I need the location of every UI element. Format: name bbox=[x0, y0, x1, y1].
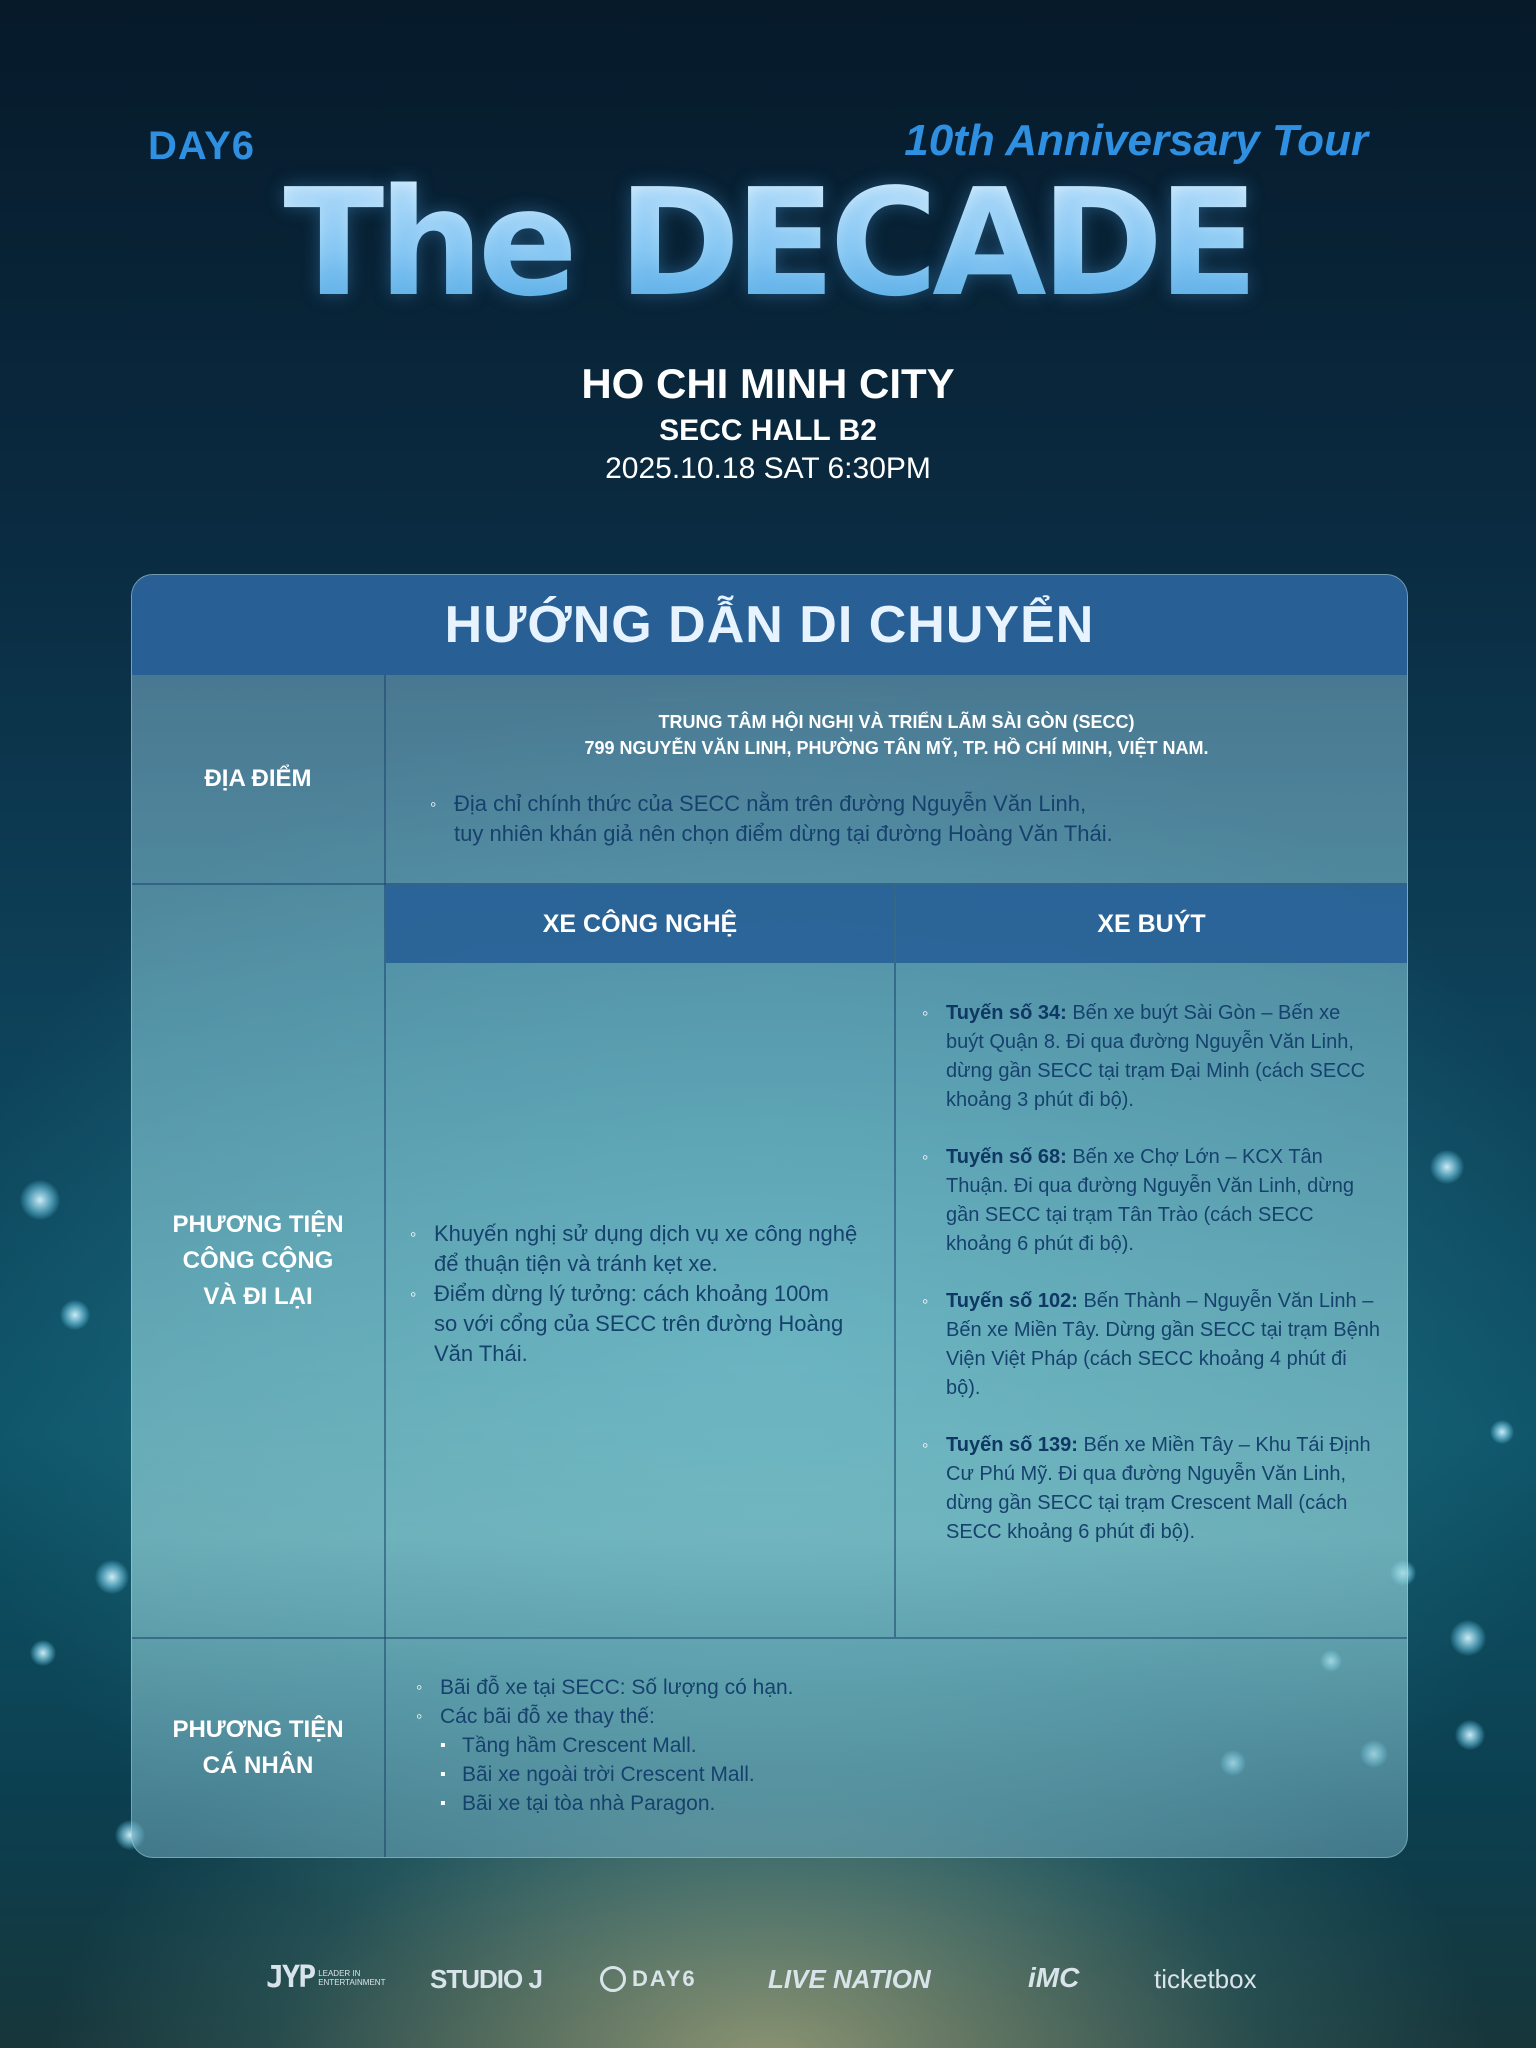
location-label-text: ĐỊA ĐIỂM bbox=[204, 765, 312, 792]
imc-logo: iMC bbox=[1028, 1962, 1080, 1993]
ride-hailing-heading-text: XE CÔNG NGHỆ bbox=[542, 909, 738, 938]
bokeh-dot bbox=[1490, 1420, 1514, 1444]
route-description: Bến xe buýt Sài Gòn – Bến xe buýt Quận 8. Đi qua đường Nguyễn Văn Linh, dừng gần SECC tại trạm Đại Minh (cách SECC khoảng 3 phút đi bộ). bbox=[946, 1002, 1366, 1111]
route-number: Tuyến số 139: bbox=[946, 1434, 1078, 1456]
route-description: Bến Thành – Nguyễn Văn Linh – Bến xe Miền Tây. Dừng gần SECC tại trạm Bệnh Viện Việt Pháp (cách SECC khoảng 4 phút đi bộ). bbox=[946, 1290, 1380, 1399]
note-line: ◦ Địa chỉ chính thức của SECC nằm trên đường Nguyễn Văn Linh, bbox=[454, 791, 1087, 816]
venue-name: SECC HALL B2 bbox=[659, 414, 877, 447]
bus-heading-text: XE BUÝT bbox=[1097, 909, 1206, 938]
bokeh-dot bbox=[1450, 1620, 1486, 1656]
day6-logo: DAY6 bbox=[148, 124, 256, 168]
bus-route-item bbox=[920, 999, 1380, 1115]
note-line: tuy nhiên khán giả nên chọn điểm dừng tại đường Hoàng Văn Thái. bbox=[454, 821, 1113, 846]
venue-address bbox=[386, 709, 1407, 761]
address-line: 799 NGUYỄN VĂN LINH, PHƯỜNG TÂN MỸ, TP. HỒ CHÍ MINH, VIỆT NAM. bbox=[584, 738, 1209, 758]
bokeh-dot bbox=[60, 1300, 90, 1330]
bus-heading bbox=[896, 885, 1407, 963]
sub-list-item: ▪ Bãi xe tại tòa nhà Paragon. bbox=[414, 1789, 1314, 1818]
label-line: VÀ ĐI LẠI bbox=[203, 1283, 313, 1310]
list-item: ◦ Khuyến nghị sử dụng dịch vụ xe công nghệ để thuận tiện và tránh kẹt xe. bbox=[408, 1219, 858, 1279]
bus-route-item bbox=[920, 1431, 1380, 1547]
city-name: HO CHI MINH CITY bbox=[581, 360, 955, 407]
day6-ring-icon bbox=[600, 1966, 626, 1992]
ride-hailing-list bbox=[408, 1219, 858, 1369]
list-item: ◦ Các bãi đỗ xe thay thế: bbox=[414, 1702, 1314, 1731]
label-line: PHƯƠNG TIỆN bbox=[172, 1716, 344, 1743]
bokeh-dot bbox=[1430, 1150, 1464, 1184]
bokeh-dot bbox=[20, 1180, 60, 1220]
label-line: CÔNG CỘNG bbox=[182, 1247, 334, 1274]
live-nation-logo: LIVE NATION bbox=[768, 1964, 931, 1994]
bokeh-dot bbox=[1455, 1720, 1485, 1750]
public-transport-label bbox=[132, 885, 384, 1637]
studio-j-logo: STUDIO J bbox=[430, 1964, 542, 1994]
route-number: Tuyến số 34: bbox=[946, 1002, 1067, 1024]
bus-route-item bbox=[920, 1143, 1380, 1259]
guide-heading: HƯỚNG DẪN DI CHUYỂN bbox=[444, 596, 1095, 654]
travel-guide-card bbox=[131, 574, 1408, 1858]
bokeh-dot bbox=[30, 1640, 56, 1666]
jyp-logo-text: JYP bbox=[266, 1960, 315, 1995]
route-number: Tuyến số 102: bbox=[946, 1290, 1078, 1312]
location-label bbox=[132, 675, 384, 883]
ticketbox-logo: ticketbox bbox=[1154, 1964, 1257, 1994]
sub-list-item: ▪ Tầng hầm Crescent Mall. bbox=[414, 1731, 1314, 1760]
day6-sponsor-logo bbox=[600, 1966, 697, 1992]
jyp-logo bbox=[266, 1960, 385, 1995]
route-number: Tuyến số 68: bbox=[946, 1146, 1067, 1168]
jyp-tagline bbox=[318, 1969, 385, 1987]
list-item: ◦ Bãi đỗ xe tại SECC: Số lượng có hạn. bbox=[414, 1673, 1314, 1702]
route-description: Bến xe Chợ Lớn – KCX Tân Thuận. Đi qua đường Nguyễn Văn Linh, dừng gần SECC tại trạm Tân Trào (cách SECC khoảng 6 phút đi bộ). bbox=[946, 1146, 1354, 1255]
parking-list bbox=[414, 1673, 1314, 1818]
address-line: TRUNG TÂM HỘI NGHỊ VÀ TRIỂN LÃM SÀI GÒN (SECC) bbox=[658, 712, 1135, 732]
ride-hailing-heading bbox=[386, 885, 894, 963]
bokeh-dot bbox=[95, 1560, 129, 1594]
bus-route-item bbox=[920, 1287, 1380, 1403]
column-divider bbox=[384, 675, 386, 1857]
private-transport-label bbox=[132, 1639, 384, 1857]
tour-subtitle: 10th Anniversary Tour bbox=[904, 116, 1368, 165]
label-line: CÁ NHÂN bbox=[202, 1752, 314, 1779]
route-description: Bến xe Miền Tây – Khu Tái Định Cư Phú Mỹ. Đi qua đường Nguyễn Văn Linh, dừng gần SECC tại trạm Crescent Mall (cách SECC khoảng 6 phút đi bộ). bbox=[946, 1434, 1371, 1543]
event-title: The DECADE bbox=[0, 168, 1536, 318]
guide-heading-bar bbox=[132, 575, 1407, 675]
bus-routes-list bbox=[920, 999, 1380, 1547]
jyp-tagline-line: LEADER IN bbox=[318, 1968, 361, 1978]
day6-sponsor-text: DAY6 bbox=[632, 1966, 697, 1991]
location-note bbox=[428, 789, 1354, 849]
label-line: PHƯƠNG TIỆN bbox=[172, 1211, 344, 1238]
event-datetime: 2025.10.18 SAT 6:30PM bbox=[605, 452, 931, 485]
jyp-tagline-line: ENTERTAINMENT bbox=[318, 1977, 386, 1987]
sub-list-item: ▪ Bãi xe ngoài trời Crescent Mall. bbox=[414, 1760, 1314, 1789]
sponsor-logos bbox=[0, 1960, 1536, 2010]
list-item: ◦ Điểm dừng lý tưởng: cách khoảng 100m so với cổng của SECC trên đường Hoàng Văn Thái. bbox=[408, 1279, 858, 1369]
column-divider bbox=[894, 885, 896, 1637]
